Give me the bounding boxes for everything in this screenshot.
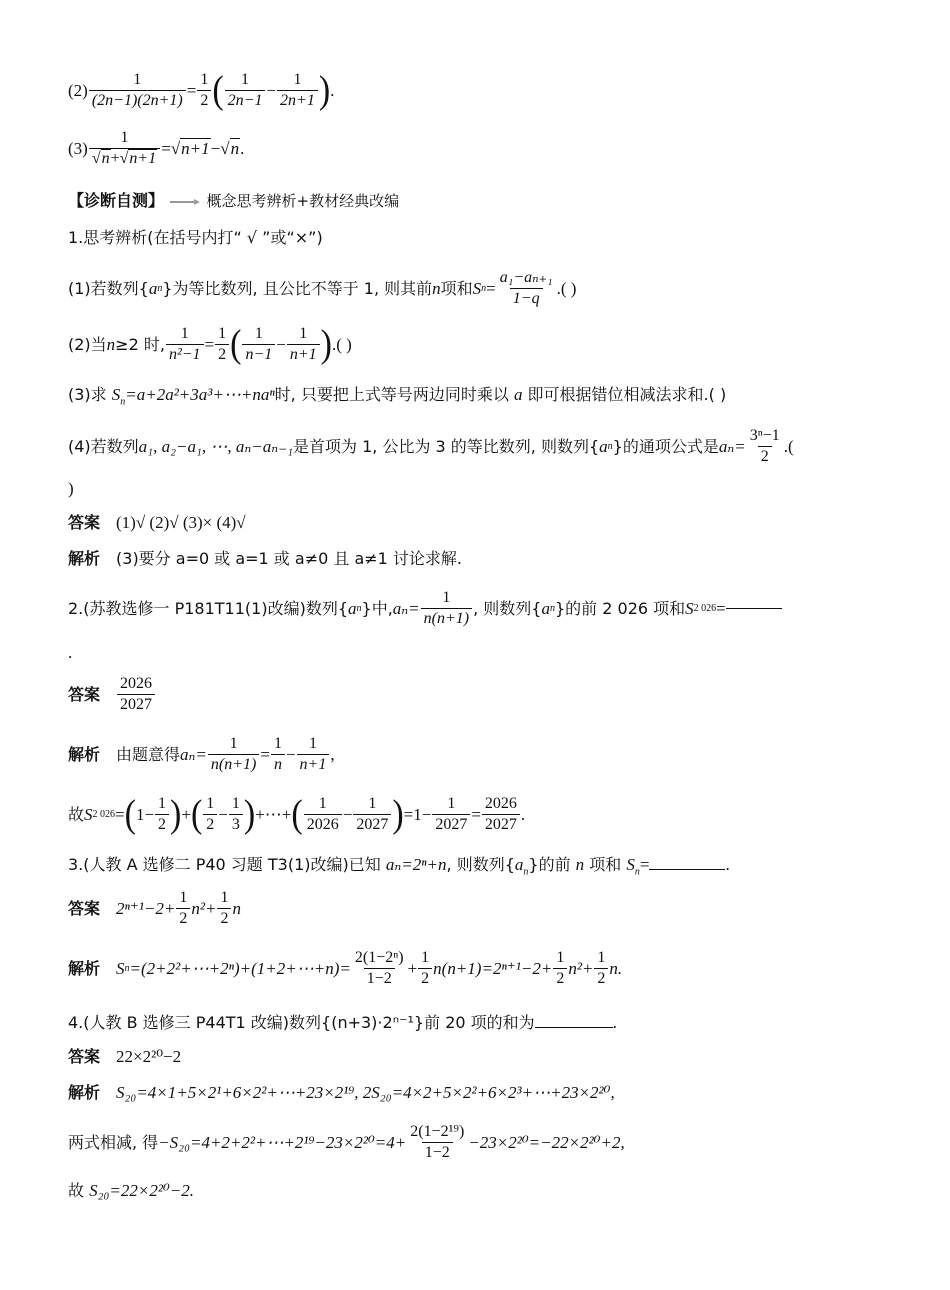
q4-analysis-line-1: 解析 S₂₀=4×1+5×2¹+6×2²+⋯+23×2¹⁹, 2S₂₀=4×2+5×2²+6×2³+⋯+23×2²⁰, bbox=[68, 1083, 615, 1102]
q1-statement-4-close: ) bbox=[68, 479, 74, 498]
answer-blank bbox=[649, 869, 725, 870]
answer-blank bbox=[726, 608, 782, 609]
fraction: $\frac{1}{(2n-1)(2n+1)}$ bbox=[89, 72, 186, 109]
q1-analysis: 解析 (3)要分 a=0 或 a=1 或 a≠0 且 a≠1 讨论求解. bbox=[68, 549, 463, 568]
q3-answer: 答案 2ⁿ⁺¹−2+ $\frac{1}{2}$ n²+ $\frac{1}{2}$ n bbox=[68, 889, 241, 927]
q4-analysis-line-3: 故 S₂₀=22×2²⁰−2. bbox=[68, 1181, 194, 1200]
q2-period: . bbox=[68, 643, 73, 662]
question-3: 3.(人教 A 选修二 P40 习题 T3(1)改编)已知 aₙ=2ⁿ+n, 则数列$\{a_n\}$的前 n 项和 $S_n=$ . bbox=[68, 855, 730, 878]
q2-answer: 答案 $\frac{2026}{2027}$ bbox=[68, 676, 156, 713]
q1-statement-4: (4)若数列 a₁, a₂−a₁, ⋯, aₙ−aₙ₋₁ 是首项为 1, 公比为 3 的等比数列, 则数列{ a n }的通项公式是 aₙ= $\frac{\text{3ⁿ−1}}{2}$ .( bbox=[68, 427, 794, 465]
question-2: 2.(苏教选修一 P181T11(1)改编)数列{ a n }中, aₙ= $\frac{1}{n(n+1)}$ , 则数列{ a n }的前 2 026 项和 S 2 026 = bbox=[68, 590, 782, 627]
q1-statement-2: (2)当 n ≥2 时, $\frac{1}{\text{n²−1}}$ = $\frac{1}{2}$ ( $\frac{1}{n-1}$ − $\frac{1}{n+1}$ ) .( ) bbox=[68, 322, 352, 366]
q2-analysis-line-2: 故 S 2 026 = ( 1− $\frac{1}{2}$ ) + ( $\frac{1}{2}$ − $\frac{1}{3}$ ) +⋯+ ( $\frac{1}{2026}$ − $\frac{1}{2027}$ ) =1− $\frac{1}{2027}$ = $\frac{2026}{2027}$ . bbox=[68, 792, 526, 836]
answer-blank bbox=[535, 1027, 613, 1028]
question-4: 4.(人教 B 选修三 P44T1 改编)数列{(n+3)·2ⁿ⁻¹}前 20 项的和为 . bbox=[68, 1013, 617, 1032]
q1-statement-3: (3)求 $S_n=a+2a^2+3a^3+\cdots+na^n$时, 只要把上式等号两边同时乘以 a 即可根据错位相减法求和.( ) bbox=[68, 385, 727, 408]
q3-analysis: 解析 S n =(2+2²+⋯+2ⁿ)+(1+2+⋯+n)= $\frac{\text{2(1−2ⁿ)}}{1-2}$ + $\frac{1}{2}$ n(n+1)=2ⁿ⁺¹−2+ $\frac{1}{2}$ n²+ $\frac{1}{2}$ n. bbox=[68, 949, 623, 987]
q4-answer: 答案 22×2²⁰−2 bbox=[68, 1047, 182, 1066]
section-header: 【诊断自测】 概念思考辨析+教材经典改编 bbox=[68, 191, 400, 210]
formula-item-3: (3) $\frac{1}{√n+√n+1}$ = √n+1 − √n . bbox=[68, 129, 245, 167]
question-1-title: 1.思考辨析(在括号内打“ √ ”或“×”) bbox=[68, 228, 323, 247]
arrow-icon bbox=[170, 199, 200, 205]
q2-analysis-line-1: 解析 由题意得 aₙ= $\frac{1}{n(n+1)}$ = $\frac{1}{n}$ − $\frac{1}{n+1}$ , bbox=[68, 735, 335, 773]
q4-analysis-line-2: 两式相减, 得 −S₂₀=4+2+2²+⋯+2¹⁹−23×2²⁰=4+ $\frac{\text{2(1−2¹⁹)}}{1-2}$ −23×2²⁰=−22×2²⁰+2, bbox=[68, 1123, 625, 1161]
q1-statement-1: (1)若数列{ a n }为等比数列, 且公比不等于 1, 则其前 n 项和 S n = $\frac{\text{a₁−aₙ₊₁}}{1-q}$ .( ) bbox=[68, 269, 577, 307]
formula-item-2: (2) $\frac{1}{(2n-1)(2n+1)}$ = $\frac{1}{2}$ ( $\frac{1}{2n-1}$ − $\frac{1}{2n+1}$ ) . bbox=[68, 68, 335, 112]
q1-answer: 答案 (1)√ (2)√ (3)× (4)√ bbox=[68, 513, 246, 532]
